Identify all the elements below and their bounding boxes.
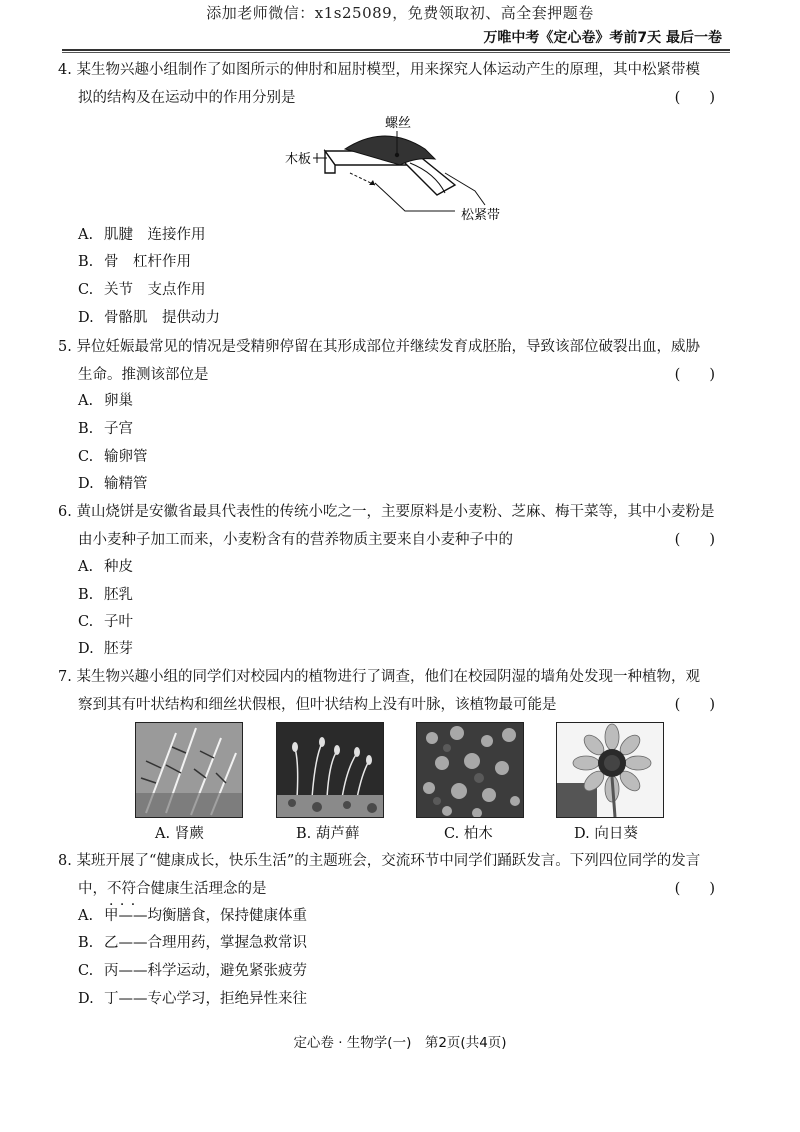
q5-answer-bracket[interactable]: ( ) [674, 367, 715, 383]
photo-cypress[interactable] [416, 722, 524, 818]
photo-label-a: A. 肾蕨 [155, 826, 204, 842]
photo-sunflower[interactable] [556, 722, 664, 818]
q5-stem-line1: 5. 异位妊娠最常见的情况是受精卵停留在其形成部位并继续发育成胚胎，导致该部位破裂出血，威胁 [58, 339, 700, 355]
q5-option-a[interactable]: A. 卵巢 [78, 393, 133, 409]
fern-image [136, 723, 242, 817]
q4-option-d[interactable]: D. 骨骼肌 提供动力 [78, 310, 220, 326]
q5-stem-line2: 生命。推测该部位是 [78, 367, 209, 383]
q8-option-a[interactable]: A. 甲——均衡膳食，保持健康体重 [78, 908, 307, 924]
sunflower-image [557, 723, 663, 817]
q5-option-d[interactable]: D. 输精管 [78, 476, 148, 492]
q4-stem-line1: 4. 某生物兴趣小组制作了如图所示的伸肘和屈肘模型，用来探究人体运动产生的原理，其中松紧带模 [58, 62, 700, 78]
q8-answer-bracket[interactable]: ( ) [674, 881, 715, 897]
q8-stem-line1: 8. 某班开展了“健康成长，快乐生活”的主题班会，交流环节中同学们踊跃发言。下列四位同学的发言 [58, 853, 701, 869]
cypress-image [417, 723, 523, 817]
q6-option-d[interactable]: D. 胚芽 [78, 641, 133, 657]
q6-stem-line2: 由小麦种子加工而来，小麦粉含有的营养物质主要来自小麦种子中的 [78, 532, 513, 548]
q8-option-c[interactable]: C. 丙——科学运动，避免紧张疲劳 [78, 963, 307, 979]
q8-option-d[interactable]: D. 丁——专心学习，拒绝异性来往 [78, 991, 307, 1007]
header-title: 万唯中考《定心卷》考前7天 最后一卷 [483, 30, 722, 46]
q6-stem-line1: 6. 黄山烧饼是安徽省最具代表性的传统小吃之一，主要原料是小麦粉、芝麻、梅干菜等，其中小麦粉是 [58, 504, 715, 520]
q8-stem-line2: 中，不符合 · · ·健康生活理念的是 [78, 879, 267, 899]
photo-label-b: B. 葫芦藓 [296, 826, 360, 842]
label-band: 松紧带 [461, 208, 501, 223]
page-footer: 定心卷 · 生物学(一) 第2页(共4页) [293, 1035, 507, 1051]
q8-emphasis-text: 不符合 · · · [107, 881, 151, 897]
elbow-model-diagram [285, 113, 515, 223]
q4-option-b[interactable]: B. 骨 杠杆作用 [78, 254, 191, 270]
q4-answer-bracket[interactable]: ( ) [674, 90, 715, 106]
q7-answer-bracket[interactable]: ( ) [674, 697, 715, 713]
q5-option-b[interactable]: B. 子宫 [78, 421, 133, 437]
label-board: 木板 [285, 152, 312, 167]
header-rule [62, 49, 730, 51]
label-screw: 螺丝 [385, 116, 412, 131]
photo-label-d: D. 向日葵 [574, 826, 638, 842]
header-rule-thin [62, 52, 730, 53]
q4-stem-line2: 拟的结构及在运动中的作用分别是 [78, 90, 296, 106]
q7-stem-line2: 察到其有叶状结构和细丝状假根，但叶状结构上没有叶脉，该植物最可能是 [78, 697, 557, 713]
q5-option-c[interactable]: C. 输卵管 [78, 449, 148, 465]
q4-option-c[interactable]: C. 关节 支点作用 [78, 282, 206, 298]
photo-label-c: C. 柏木 [444, 826, 493, 842]
watermark-text: 添加老师微信：x1s25089，免费领取初、高全套押题卷 [206, 4, 594, 22]
q6-option-b[interactable]: B. 胚乳 [78, 587, 133, 603]
q4-option-a[interactable]: A. 肌腱 连接作用 [78, 227, 206, 243]
q6-option-c[interactable]: C. 子叶 [78, 614, 133, 630]
q6-answer-bracket[interactable]: ( ) [674, 532, 715, 548]
band-leader [445, 173, 485, 205]
q7-stem-line1: 7. 某生物兴趣小组的同学们对校园内的植物进行了调查，他们在校园阴湿的墙角处发现一种植物，观 [58, 669, 700, 685]
photo-moss[interactable] [276, 722, 384, 818]
photo-fern[interactable] [135, 722, 243, 818]
moss-image [277, 723, 383, 817]
q6-option-a[interactable]: A. 种皮 [78, 559, 133, 575]
q8-option-b[interactable]: B. 乙——合理用药，掌握急救常识 [78, 935, 307, 951]
